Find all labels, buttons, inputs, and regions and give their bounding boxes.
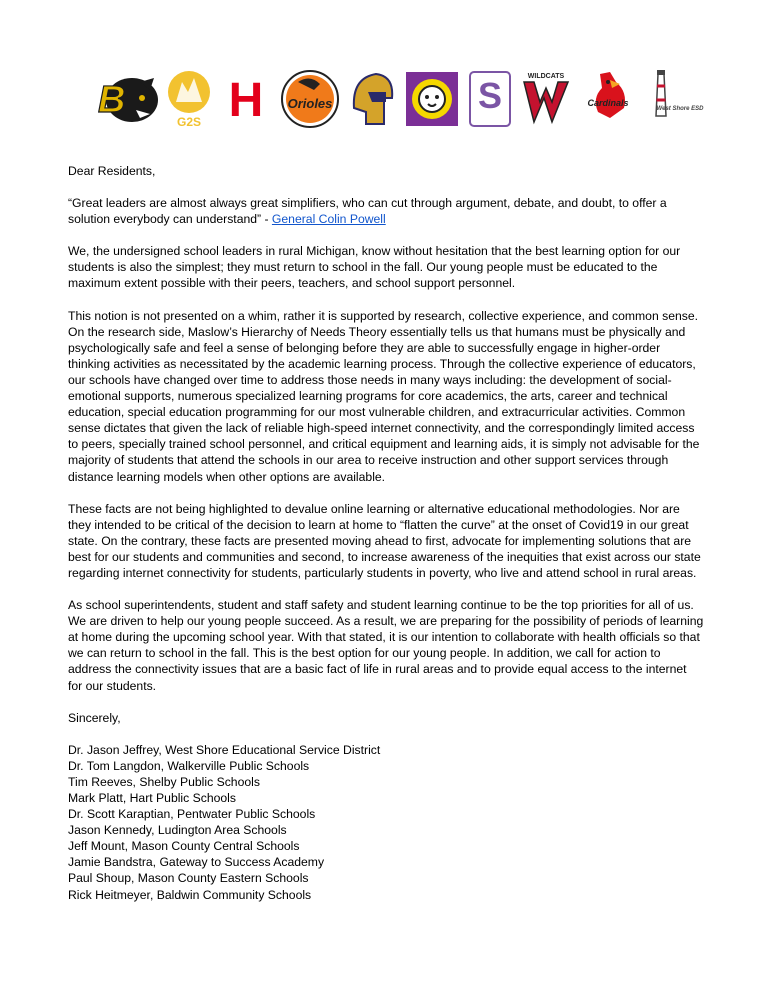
wildcats-logo [518, 68, 574, 130]
signatory: Rick Heitmeyer, Baldwin Community Schools [68, 887, 312, 902]
signatory: Jamie Bandstra, Gateway to Success Academy [68, 855, 325, 870]
svg-text:H: H [228, 74, 264, 127]
cardinals-logo [580, 68, 636, 130]
hart-logo [218, 68, 274, 130]
closing: Sincerely, [68, 710, 121, 725]
spartan-logo [346, 68, 398, 130]
quote-text: “Great leaders are almost always great simplifiers, who can cut through argument, debate, and doubt, to offer a solution everybody can understand” - [68, 196, 667, 227]
svg-text:G2S: G2S [176, 115, 202, 129]
paragraph-research: This notion is not presented on a whim, rather it is supported by research, collective experience, and common sense. On the research side, Maslow’s Hierarchy of Needs Theory essentially tells us that humans must be physically and psychologically safe and feel a sense of belonging before they are able to successfully engage in higher-order thinking activities as necessitated by the academic learning process. Through the collective experience of educators, our schools have changed over time to address those needs in many ways including: the development of social-emotional supports, numerous specialized learning programs for core academics, the arts, career and technical education, special education programming for our most vulnerable children, and extracurricular activities. Common sense dictates that given the lack of reliable high-speed internet connectivity, and the correspondingly limited access to peers, specially trained school personnel, and critical equipment and learning aids, it is simply not advisable for the majority of students that attend the schools in our area to receive instruction and other support services through distance learning models when other options are available. [68, 308, 700, 484]
svg-text:West Shore ESD: West Shore ESD [656, 106, 704, 112]
tiger-logo [404, 68, 460, 130]
signatory-list [68, 742, 704, 903]
paragraph-return-to-school: We, the undersigned school leaders in rural Michigan, know without hesitation that the best learning option for our students is also the simplest; they must return to school in the fall. Our young people must be educated to the maximum extent possible with their peers, teachers, and school support personnel. [68, 244, 681, 291]
salutation: Dear Residents, [68, 164, 156, 178]
signatory: Dr. Jason Jeffrey, West Shore Educational Service District [68, 742, 381, 757]
svg-text:Orioles: Orioles [287, 96, 333, 111]
signatory: Dr. Scott Karaptian, Pentwater Public Schools [68, 807, 316, 822]
signatory: Dr. Tom Langdon, Walkerville Public Schools [68, 758, 310, 773]
baldwin-panther-logo [96, 68, 160, 130]
signatory: Jeff Mount, Mason County Central Schools [68, 839, 300, 854]
powell-quote [68, 195, 704, 227]
shelby-tigers-logo [468, 68, 512, 130]
letter-body [68, 163, 704, 903]
paragraph-superintendents: As school superintendents, student and staff safety and student learning continue to be the top priorities for all of us. We are driven to help our young people succeed. As a result, we are preparing for the possibility of periods of learning at home during the upcoming school year. With that stated, it is our intention to collaborate with health officials so that we can return to school in the fall. This is the best option for our young people. In addition, we call for action to address the connectivity issues that are a basic fact of life in rural areas and to provide equal access to the internet for our students. [68, 598, 704, 693]
paragraph-facts: These facts are not being highlighted to devalue online learning or alternative educational methodologies. Nor are they intended to be critical of the decision to learn at home to “flatten the curve” at the onset of Covid19 in our great state. On the contrary, these facts are presented moving ahead to first, advocate for implementing solutions that are best for our students and communities and second, to increase awareness of the inequities that exist across our state regarding internet connectivity for students, particularly students in poverty, who live and attend school in rural areas. [68, 501, 701, 580]
signatory: Jason Kennedy, Ludington Area Schools [68, 823, 287, 838]
svg-text:Cardinals: Cardinals [587, 98, 629, 108]
orioles-logo [280, 68, 340, 130]
svg-text:B: B [98, 79, 126, 121]
g2s-logo [166, 68, 212, 130]
signatory: Tim Reeves, Shelby Public Schools [68, 774, 260, 789]
colin-powell-link[interactable]: General Colin Powell [271, 212, 386, 227]
svg-text:S: S [477, 75, 503, 116]
svg-text:WILDCATS: WILDCATS [527, 73, 565, 80]
signatory: Paul Shoup, Mason County Eastern Schools [68, 871, 309, 886]
signatory: Mark Platt, Hart Public Schools [68, 791, 236, 805]
west-shore-esd-logo [642, 68, 704, 130]
school-logos-banner [96, 68, 704, 130]
